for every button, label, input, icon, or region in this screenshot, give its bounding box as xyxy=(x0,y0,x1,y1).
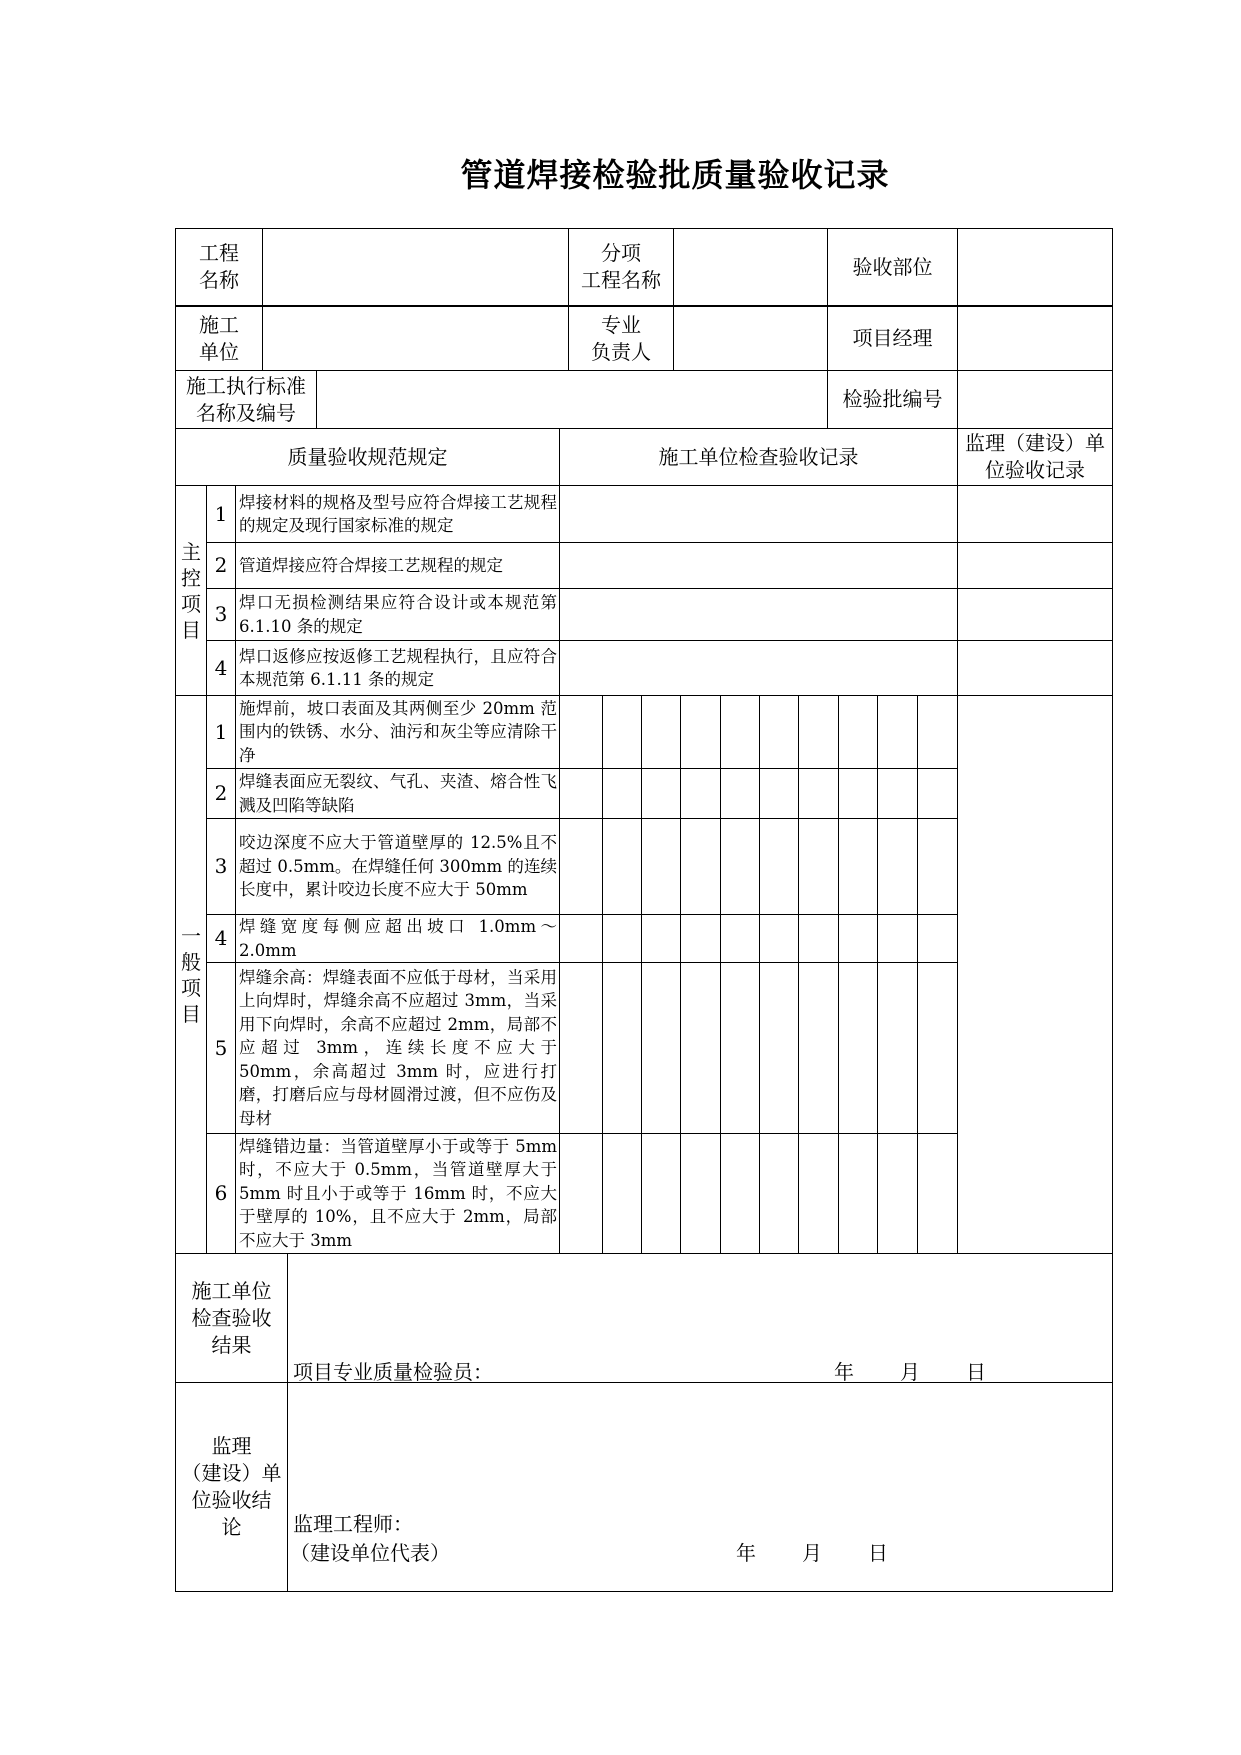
supervision-record-column-header: 监理（建设）单 位验收记录 xyxy=(965,431,1105,482)
project-name-label: 工程 名称 xyxy=(199,241,239,292)
acceptance-part-label: 验收部位 xyxy=(852,254,933,279)
spec-column-header: 质量验收规范规定 xyxy=(287,444,448,469)
main-item-record-field[interactable] xyxy=(560,589,957,640)
table-border-right xyxy=(1112,228,1113,1592)
main-item-number: 2 xyxy=(214,553,228,577)
batch-number-label: 检验批编号 xyxy=(842,387,943,411)
check-col-line xyxy=(759,695,760,1253)
construction-unit-label: 施工 单位 xyxy=(199,312,239,364)
project-name-field[interactable] xyxy=(263,229,568,305)
construction-record-column-header: 施工单位检查验收记录 xyxy=(658,444,859,469)
inspector-label: 项目专业质量检验员： xyxy=(293,1360,493,1384)
main-item-text: 管道焊接应符合焊接工艺规程的规定 xyxy=(239,555,503,575)
supervision-conclusion-label: 监理 （建设）单 位验收结 论 xyxy=(181,1434,282,1539)
general-item-number: 4 xyxy=(214,926,228,950)
general-item-text: 施焊前，坡口表面及其两侧至少 20mm 范围内的铁锈、水分、油污和灰尘等应清除干净 xyxy=(239,698,557,765)
general-item-text: 焊缝宽度每侧应超出坡口 1.0mm～2.0mm xyxy=(239,917,557,960)
check-col-line xyxy=(877,695,878,1253)
main-item-number: 4 xyxy=(214,655,228,680)
batch-number-field[interactable] xyxy=(958,371,1112,428)
result-year: 年 xyxy=(834,1360,854,1384)
sub-project-field[interactable] xyxy=(674,229,827,305)
main-item-supervision-field[interactable] xyxy=(958,543,1112,588)
result-month: 月 xyxy=(900,1360,920,1384)
standard-field[interactable] xyxy=(317,371,827,428)
standard-label: 施工执行标准 名称及编号 xyxy=(186,373,306,425)
general-items-label: 一 般 项 目 xyxy=(181,923,201,1026)
main-item-text: 焊接材料的规格及型号应符合焊接工艺规程的规定及现行国家标准的规定 xyxy=(239,492,557,535)
general-item-number: 6 xyxy=(214,1181,228,1205)
general-item-number: 2 xyxy=(214,781,228,805)
table-border-bottom xyxy=(175,1591,1113,1592)
main-item-number: 3 xyxy=(214,602,228,626)
main-item-text: 焊口无损检测结果应符合设计或本规范第 6.1.10 条的规定 xyxy=(239,593,557,636)
main-item-supervision-field[interactable] xyxy=(958,589,1112,640)
conclusion-day: 日 xyxy=(868,1541,888,1565)
main-item-supervision-field[interactable] xyxy=(958,641,1112,695)
construction-unit-field[interactable] xyxy=(263,307,568,370)
general-item-text: 焊缝余高：焊缝表面不应低于母材，当采用上向焊时，焊缝余高不应超过 3mm，当采用下向焊时，余高不应超过 2mm，局部不应超过 3mm，连续长度不应大于 50mm，余高超过 3mm 时，应进行打磨，打磨后应与母材圆滑过渡，但不应伤及母材 xyxy=(239,967,557,1128)
main-item-record-field[interactable] xyxy=(560,641,957,695)
main-item-text: 焊口返修应按返修工艺规程执行，且应符合本规范第 6.1.11 条的规定 xyxy=(239,646,557,689)
check-col-line xyxy=(602,695,603,1253)
project-manager-field[interactable] xyxy=(958,307,1112,370)
conclusion-month: 月 xyxy=(802,1541,822,1565)
general-item-number: 1 xyxy=(214,719,228,744)
main-item-record-field[interactable] xyxy=(560,486,957,542)
acceptance-part-field[interactable] xyxy=(958,229,1112,305)
general-item-number: 5 xyxy=(214,1035,228,1060)
sub-project-label: 分项 工程名称 xyxy=(581,241,661,292)
conclusion-year: 年 xyxy=(736,1541,756,1565)
main-item-number: 1 xyxy=(214,501,228,526)
general-supervision-field[interactable] xyxy=(958,696,1112,1253)
construction-result-label: 施工单位 检查验收 结果 xyxy=(191,1278,272,1357)
engineer-label: 监理工程师： xyxy=(293,1512,413,1536)
general-item-text: 焊缝错边量：当管道壁厚小于或等于 5mm 时，不应大于 0.5mm，当管道壁厚大于 5mm 时且小于或等于 16mm 时，不应大于壁厚的 10%，且不应大于 2mm，局部不应大于 3mm xyxy=(239,1136,557,1250)
main-item-supervision-field[interactable] xyxy=(958,486,1112,542)
check-col-line xyxy=(680,695,681,1253)
result-day: 日 xyxy=(966,1360,986,1384)
general-item-number: 3 xyxy=(214,854,228,878)
main-control-label: 主 控 项 目 xyxy=(181,539,201,642)
col-line xyxy=(287,1253,288,1592)
professional-leader-label: 专业 负责人 xyxy=(591,312,651,364)
project-manager-label: 项目经理 xyxy=(852,326,933,350)
check-col-line xyxy=(720,695,721,1253)
main-item-record-field[interactable] xyxy=(560,543,957,588)
general-item-text: 咬边深度不应大于管道壁厚的 12.5%且不超过 0.5mm。在焊缝任何 300mm 的连续长度中，累计咬边长度不应大于 50mm xyxy=(239,833,557,900)
check-col-line xyxy=(798,695,799,1253)
page-title: 管道焊接检验批质量验收记录 xyxy=(460,156,890,194)
check-col-line xyxy=(641,695,642,1253)
general-item-text: 焊缝表面应无裂纹、气孔、夹渣、熔合性飞溅及凹陷等缺陷 xyxy=(239,772,557,815)
row-line xyxy=(175,1253,1113,1254)
representative-label: （建设单位代表） xyxy=(290,1541,450,1565)
check-col-line xyxy=(838,695,839,1253)
professional-leader-field[interactable] xyxy=(674,307,827,370)
check-col-line xyxy=(917,695,918,1253)
